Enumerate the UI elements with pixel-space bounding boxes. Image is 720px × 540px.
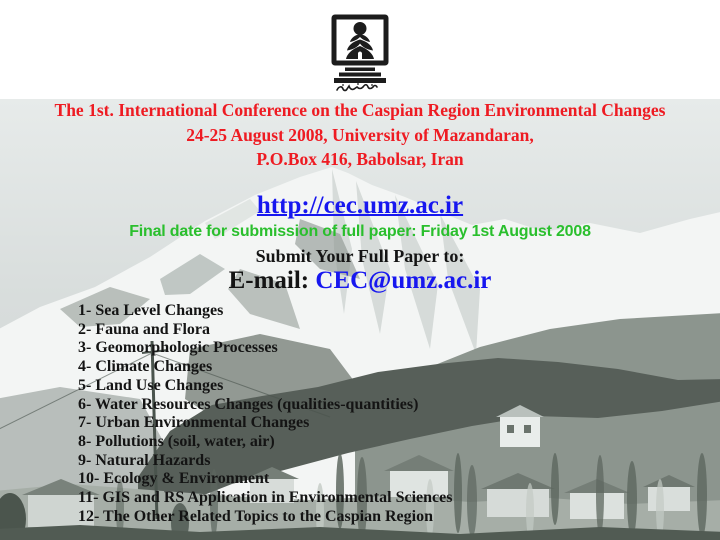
topic-item: 8- Pollutions (soil, water, air) [78,432,275,450]
conference-title-block [0,98,720,172]
conference-title: The 1st. International Conference on the Caspian Region Environmental Changes [54,100,666,120]
topics-list [78,302,452,526]
topic-item: 4- Climate Changes [78,358,213,376]
email-address-link[interactable]: CEC@umz.ac.ir [315,267,492,294]
topic-item: 10- Ecology & Environment [78,470,270,488]
topic-item: 1- Sea Level Changes [78,302,224,319]
topic-item: 3- Geomorphologic Processes [78,339,278,357]
topic-item: 12- The Other Related Topics to the Caspian Region [78,507,433,525]
topic-item: 2- Fauna and Flora [78,320,211,338]
email-label: E-mail: [228,267,310,294]
website-line [0,191,720,224]
topic-item: 7- Urban Environmental Changes [78,414,310,432]
topic-item: 11- GIS and RS Application in Environmental Sciences [78,489,453,507]
topic-item: 5- Land Use Changes [78,376,224,394]
conference-address: P.O.Box 416, Babolsar, Iran [256,149,464,169]
topic-item: 6- Water Resources Changes (qualities-quantities) [78,395,419,413]
email-line [0,265,720,296]
submit-heading: Submit Your Full Paper to: [255,246,465,266]
submission-deadline: Final date for submission of full paper: Friday 1st August 2008 [129,223,591,240]
topic-item: 9- Natural Hazards [78,451,211,469]
conference-date-venue: 24-25 August 2008, University of Mazandaran, [186,124,534,145]
website-link[interactable]: http://cec.umz.ac.ir [256,192,464,219]
